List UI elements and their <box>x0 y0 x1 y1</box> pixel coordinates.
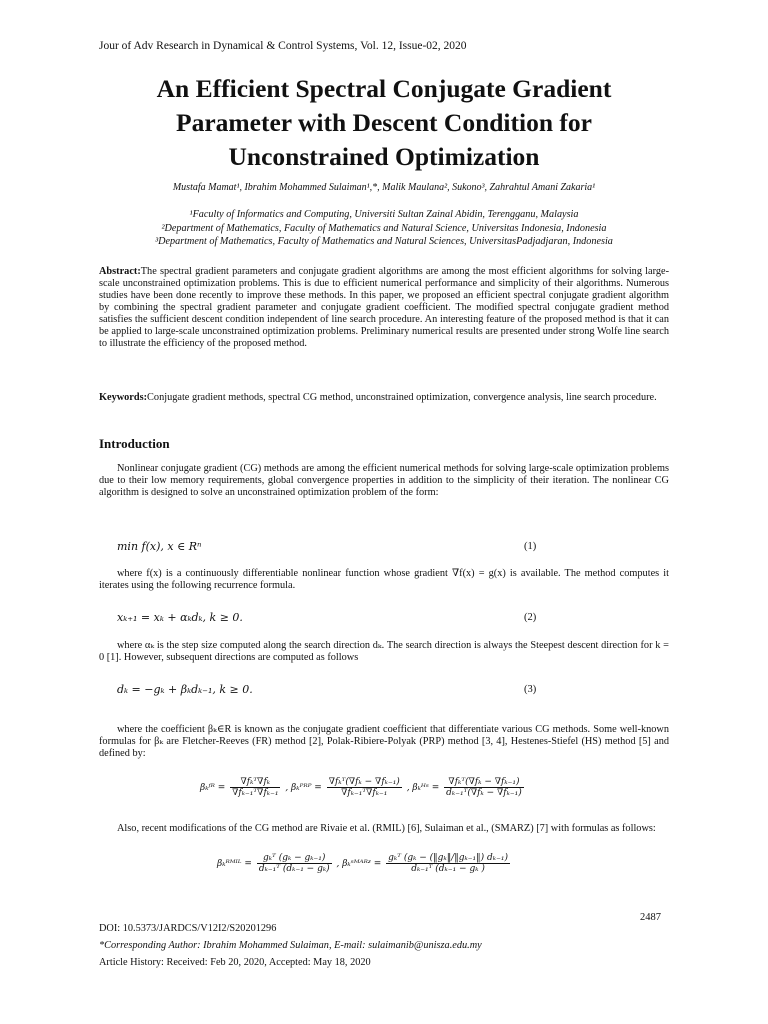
abstract-label: Abstract: <box>99 266 141 277</box>
formula-hs-lhs: , βₖᴴˢ = <box>406 783 440 793</box>
formula-prp-denominator: ∇fₖ₋₁ᵀ∇fₖ₋₁ <box>341 788 388 798</box>
equation-3: dₖ = −gₖ + βₖdₖ₋₁, k ≥ 0. <box>117 683 253 696</box>
formula-fr-numerator: ∇fₖᵀ∇fₖ <box>230 777 280 788</box>
keywords-label: Keywords: <box>99 392 148 403</box>
equation-1-number: (1) <box>524 541 537 552</box>
journal-header: Jour of Adv Research in Dynamical & Control Systems, Vol. 12, Issue-02, 2020 <box>99 40 467 52</box>
affiliation-3: ³Department of Mathematics, Faculty of Mathematics and Natural Sciences, UniversitasPadjadjaran, Indonesia <box>155 236 613 247</box>
formula-prp-lhs: , βₖᴾᴿᴾ = <box>285 783 322 793</box>
formula-fr-lhs: βₖᶠᴿ = <box>200 783 226 793</box>
title-line-1: An Efficient Spectral Conjugate Gradient <box>156 74 612 103</box>
title-line-2: Parameter with Descent Condition for <box>176 108 592 137</box>
affiliations <box>0 208 768 249</box>
affiliation-2: ²Department of Mathematics, Faculty of Mathematics and Natural Science, Universitas Indonesia, Indonesia <box>161 222 607 234</box>
formula-smarz-denominator: dₖ₋₁ᵀ (dₖ₋₁ − gₖ ) <box>411 864 485 874</box>
formula-rmil-numerator: gₖᵀ (gₖ − gₖ₋₁) <box>257 853 332 864</box>
corresponding-author: *Corresponding Author: Ibrahim Mohammed Sulaiman, E-mail: sulaimanib@unisza.edu.my <box>99 940 482 951</box>
abstract-text: The spectral gradient parameters and conjugate gradient algorithms are among the most efficient algorithms for solving large-scale unconstrained optimization problems. This is due to efficient numerical performance and simplicity of their algorithms. Numerous studies have been done recently to improve these methods. In this paper, we proposed an efficient spectral conjugate gradient algorithm by combining the spectral gradient parameter and conjugate gradient coefficient. The modified spectral conjugate gradient method satisfies the sufficient descent condition independent of line search procedure. An interesting feature of the proposed method is that it can be applied to large-scale unconstrained optimization problems. Preliminary numerical results are presented under strong Wolfe line search to illustrate the efficiency of the proposed method. <box>99 266 669 349</box>
formula-hs-denominator: dₖ₋₁ᵀ(∇fₖ − ∇fₖ₋₁) <box>446 788 522 798</box>
formula-smarz-lhs: , βₖˢᴹᴬᴿᶻ = <box>336 859 382 869</box>
formula-hs-numerator: ∇fₖᵀ(∇fₖ − ∇fₖ₋₁) <box>444 777 524 788</box>
equation-2: xₖ₊₁ = xₖ + αₖdₖ, k ≥ 0. <box>117 611 243 624</box>
equation-3-number: (3) <box>524 684 537 695</box>
intro-paragraph-3: where αₖ is the step size computed along the search direction dₖ. The search direction is always the Steepest descent direction for k = 0 [1]. However, subsequent directions are computed as follows <box>99 640 669 663</box>
formula-smarz-numerator: gₖᵀ (gₖ − (‖gₖ‖/‖gₖ₋₁‖) dₖ₋₁) <box>388 853 508 863</box>
equation-2-number: (2) <box>524 612 537 623</box>
doi-line: DOI: 10.5373/JARDCS/V12I2/S20201296 <box>99 923 277 934</box>
formula-smarz-fraction <box>386 853 510 874</box>
keywords <box>99 392 669 404</box>
keywords-text: Conjugate gradient methods, spectral CG method, unconstrained optimization, convergence analysis, line search procedure. <box>147 392 657 403</box>
equation-1: min f(x), x ∈ Rⁿ <box>117 540 202 553</box>
formula-rmil-lhs: βₖᴿᴹᴵᴸ = <box>217 859 252 869</box>
formula-rmil-denominator: dₖ₋₁ᵀ (dₖ₋₁ − gₖ) <box>258 864 330 874</box>
intro-paragraph-5: Also, recent modifications of the CG method are Rivaie et al. (RMIL) [6], Sulaiman et al., (SMARZ) [7] with formulas as follows: <box>117 823 656 834</box>
formula-rmil-smarz <box>217 853 512 874</box>
formula-prp-fraction <box>327 777 402 798</box>
formula-fr-prp-hs <box>200 777 526 798</box>
intro-paragraph-2: where f(x) is a continuously differentiable nonlinear function whose gradient ∇f(x) = g(x) is available. The method computes it iterates using the following recurrence formula. <box>99 568 669 591</box>
section-heading-introduction: Introduction <box>99 436 170 451</box>
intro-paragraph-1: Nonlinear conjugate gradient (CG) methods are among the efficient numerical methods for solving large-scale optimization problems due to their low memory requirements, global convergence properties in addition to the simplicity of their iteration. The nonlinear CG algorithm is designed to solve an unconstrained optimization problem of the form: <box>99 463 669 498</box>
author-list: Mustafa Mamat¹, Ibrahim Mohammed Sulaiman¹,*, Malik Maulana², Sukono³, Zahrahtul Amani Zakaria¹ <box>172 182 596 193</box>
formula-hs-fraction <box>444 777 524 798</box>
affiliation-1: ¹Faculty of Informatics and Computing, Universiti Sultan Zainal Abidin, Terengganu, Malaysia <box>189 209 579 220</box>
formula-rmil-fraction <box>257 853 332 874</box>
title-line-3: Unconstrained Optimization <box>228 142 540 171</box>
formula-prp-numerator: ∇fₖᵀ(∇fₖ − ∇fₖ₋₁) <box>328 777 400 787</box>
article-history: Article History: Received: Feb 20, 2020, Accepted: May 18, 2020 <box>99 957 371 968</box>
abstract <box>99 266 669 350</box>
page-number: 2487 <box>640 912 661 923</box>
formula-fr-fraction <box>230 777 280 798</box>
paper-title <box>60 72 708 174</box>
intro-paragraph-4: where the coefficient βₖ∈R is known as the conjugate gradient coefficient that differentiate various CG methods. Some well-known formulas for βₖ are Fletcher-Reeves (FR) method [2], Polak-Ribiere-Polyak (PRP) method [3, 4], Hestenes-Stiefel (HS) method [5] and defined by: <box>99 724 669 759</box>
formula-fr-denominator: ∇fₖ₋₁ᵀ∇fₖ₋₁ <box>232 788 279 798</box>
